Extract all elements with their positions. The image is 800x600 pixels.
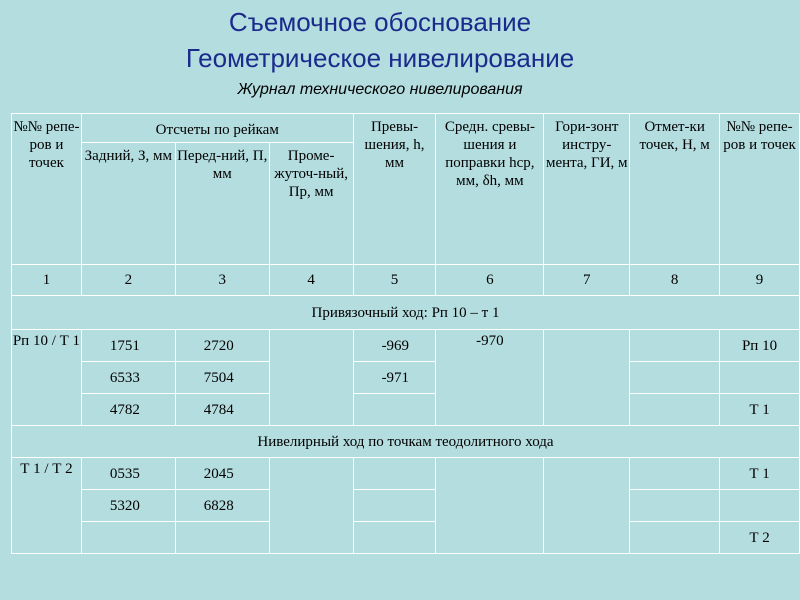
header-elevation: Отмет-ки точек, Н, м [630,114,720,265]
point-label: Рп 10 [720,330,800,362]
back-reading: 5320 [81,490,175,522]
point-label [720,362,800,394]
front-reading: 4784 [175,394,269,426]
front-reading: 2720 [175,330,269,362]
back-reading: 0535 [81,458,175,490]
avg-excess-value: -970 [436,330,544,426]
col-number: 6 [436,265,544,296]
point-label [720,490,800,522]
journal-caption: Журнал технического нивелирования [237,81,523,98]
elevation-value [630,458,720,490]
header-horizon: Гори-зонт инстру-мента, ГИ, м [544,114,630,265]
point-label: Т 2 [720,522,800,554]
header-excess: Превы-шения, h, мм [353,114,436,265]
header-points-right: №№ репе-ров и точек [720,114,800,265]
header-avg-excess: Средн. сревы-шения и поправки hср, мм, δh, мм [436,114,544,265]
station-label: Т 1 / Т 2 [12,458,82,554]
excess-value: -971 [353,362,436,394]
elevation-value [630,330,720,362]
col-number: 3 [175,265,269,296]
inter-reading [269,330,353,426]
back-reading [81,522,175,554]
back-reading: 1751 [81,330,175,362]
col-number: 9 [720,265,800,296]
elevation-value [630,362,720,394]
header-front: Перед-ний, П, мм [175,143,269,265]
back-reading: 6533 [81,362,175,394]
col-number: 1 [12,265,82,296]
elevation-value [630,394,720,426]
avg-excess-value [436,458,544,554]
front-reading: 6828 [175,490,269,522]
col-number: 2 [81,265,175,296]
elevation-value [630,522,720,554]
horizon-value [544,330,630,426]
point-label: Т 1 [720,458,800,490]
inter-reading [269,458,353,554]
col-number: 5 [353,265,436,296]
excess-value [353,458,436,490]
col-number: 8 [630,265,720,296]
front-reading: 7504 [175,362,269,394]
header-points-left: №№ репе-ров и точек [12,114,82,265]
horizon-value [544,458,630,554]
back-reading: 4782 [81,394,175,426]
section-title: Привязочный ход: Рп 10 – т 1 [12,296,800,330]
slide-subtitle: Геометрическое нивелирование [185,43,575,73]
header-back: Задний, З, мм [81,143,175,265]
excess-value [353,490,436,522]
excess-value [353,394,436,426]
elevation-value [630,490,720,522]
col-number: 4 [269,265,353,296]
slide-title: Съемочное обоснование [228,7,532,37]
excess-value: -969 [353,330,436,362]
front-reading [175,522,269,554]
col-number: 7 [544,265,630,296]
leveling-journal-table [11,113,800,554]
header-inter: Проме-жуточ-ный, Пр, мм [269,143,353,265]
section-title: Нивелирный ход по точкам теодолитного хода [12,426,800,458]
header-readings: Отсчеты по рейкам [81,114,353,143]
excess-value [353,522,436,554]
front-reading: 2045 [175,458,269,490]
station-label: Рп 10 / Т 1 [12,330,82,426]
point-label: Т 1 [720,394,800,426]
